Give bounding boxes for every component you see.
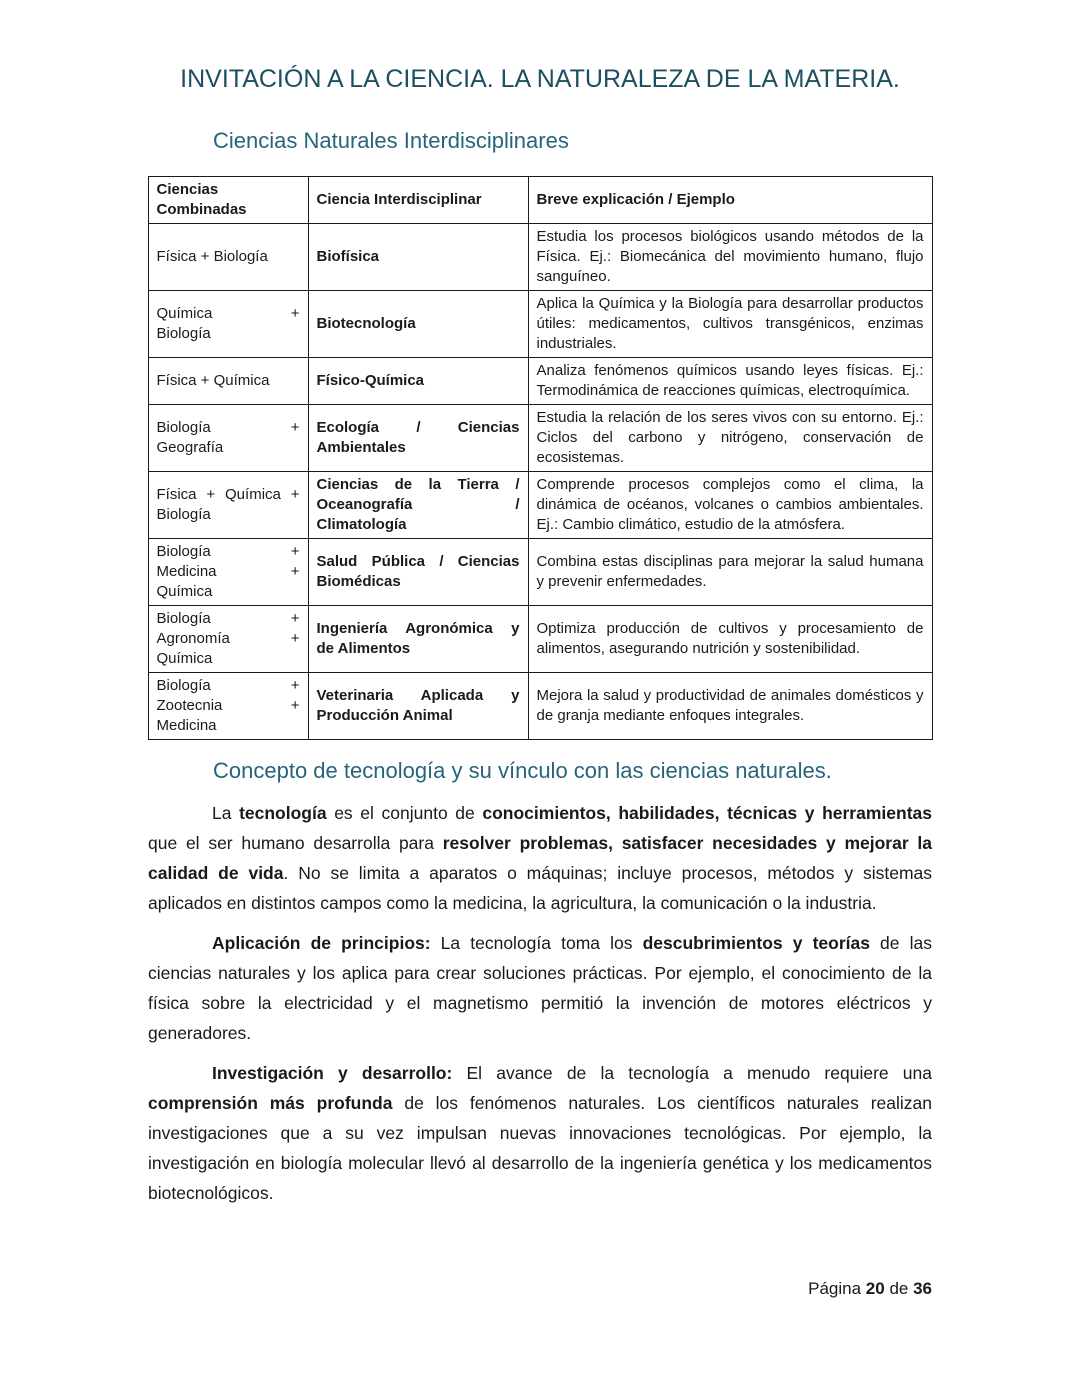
explanation-cell: Estudia los procesos biológicos usando métodos de la Física. Ej.: Biomecánica del movimiento humano, flujo sanguíneo.	[528, 224, 932, 291]
cell-line: Biología	[156, 506, 211, 523]
explanation-cell: Combina estas disciplinas para mejorar la salud humana y prevenir enfermedades.	[528, 539, 932, 606]
cell-line: Agronomía +	[156, 630, 300, 647]
cell-line: Físico-Química	[316, 372, 425, 389]
interdisciplinary-science-cell	[308, 405, 528, 472]
table-row	[148, 472, 932, 539]
explanation-cell: Comprende procesos complejos como el clima, la dinámica de océanos, volcanes o cambios ambientales. Ej.: Cambio climático, estudio de la atmósfera.	[528, 472, 932, 539]
combined-sciences-cell	[148, 539, 308, 606]
text-run: La tecnología toma los	[430, 933, 643, 953]
bold-text-run: conocimientos, habilidades, técnicas y herramientas	[482, 803, 932, 823]
cell-line: Ambientales	[316, 439, 406, 456]
cell-line: Ecología / Ciencias	[316, 419, 520, 436]
section-heading-technology-concept: Concepto de tecnología y su vínculo con las ciencias naturales.	[213, 758, 832, 783]
cell-line: Física + Biología	[156, 248, 268, 265]
bold-text-run: resolver problemas, satisfacer necesidades y mejorar la calidad de vida	[148, 833, 932, 883]
body-paragraph	[148, 1058, 932, 1208]
bold-text-run: descubrimientos y teorías	[642, 933, 870, 953]
cell-line: Física + Química	[156, 372, 270, 389]
cell-line: Zootecnia +	[156, 697, 300, 714]
table-row	[148, 224, 932, 291]
cell-line: Química	[156, 650, 213, 667]
cell-line: Biotecnología	[316, 315, 416, 332]
text-run: . No se limita a aparatos o máquinas; incluye procesos, métodos y sistemas aplicados en distintos campos como la medicina, la agricultura, la comunicación o la industria.	[148, 863, 933, 913]
cell-line: Biomédicas	[316, 573, 401, 590]
cell-line: Física + Química +	[156, 486, 300, 503]
header-cell-explanation: Breve explicación / Ejemplo	[528, 177, 932, 224]
cell-line: Salud Pública / Ciencias	[316, 553, 520, 570]
combined-sciences-cell	[148, 358, 308, 405]
footer-separator: de	[884, 1279, 914, 1298]
cell-line: Geografía	[156, 439, 224, 456]
page-number: 20	[865, 1279, 885, 1298]
combined-sciences-cell	[148, 291, 308, 358]
combined-sciences-cell	[148, 673, 308, 740]
text-run: es el conjunto de	[326, 803, 483, 823]
bold-text-run: Investigación y desarrollo:	[212, 1063, 453, 1083]
table-row	[148, 606, 932, 673]
total-pages: 36	[913, 1279, 932, 1298]
header-cell-interdisciplinary-science: Ciencia Interdisciplinar	[308, 177, 528, 224]
cell-line: Ciencias de la Tierra /	[316, 476, 520, 493]
section-heading-interdisciplinary-sciences: Ciencias Naturales Interdisciplinares	[213, 128, 569, 153]
text-run: de las ciencias naturales y los aplica para crear soluciones prácticas. Por ejemplo, el conocimiento de la física sobre la electricidad y el magnetismo permitió la invención de motores eléctricos y generadores.	[148, 933, 932, 1043]
cell-line: Biología +	[156, 610, 300, 627]
interdisciplinary-science-cell	[308, 358, 528, 405]
cell-line: Biología +	[156, 419, 300, 436]
table-row	[148, 673, 932, 740]
cell-line: Química	[156, 583, 213, 600]
text-run: de los fenómenos naturales. Los científicos naturales realizan investigaciones que a su vez impulsan nuevas innovaciones tecnológicas. Por ejemplo, la investigación en biología molecular llevó al desarrollo de la ingeniería genética y los medicamentos biotecnológicos.	[148, 1093, 932, 1203]
interdisciplinary-science-cell	[308, 291, 528, 358]
combined-sciences-cell	[148, 224, 308, 291]
table-header-row	[148, 177, 932, 224]
interdisciplinary-science-cell	[308, 472, 528, 539]
explanation-cell: Optimiza producción de cultivos y procesamiento de alimentos, asegurando nutrición y sostenibilidad.	[528, 606, 932, 673]
combined-sciences-cell	[148, 405, 308, 472]
explanation-cell: Estudia la relación de los seres vivos con su entorno. Ej.: Ciclos del carbono y nitrógeno, conservación de ecosistemas.	[528, 405, 932, 472]
interdisciplinary-science-cell	[308, 673, 528, 740]
footer-label: Página	[808, 1279, 866, 1298]
page-footer	[808, 1278, 932, 1300]
cell-line: Biología	[156, 325, 211, 342]
bold-text-run: comprensión más profunda	[148, 1093, 393, 1113]
cell-line: Química +	[156, 305, 300, 322]
cell-line: Oceanografía /	[316, 496, 520, 513]
combined-sciences-cell	[148, 472, 308, 539]
table-row	[148, 539, 932, 606]
table-row	[148, 358, 932, 405]
cell-line: Medicina	[156, 717, 217, 734]
cell-line: Medicina +	[156, 563, 300, 580]
cell-line: Producción Animal	[316, 707, 453, 724]
text-run: El avance de la tecnología a menudo requiere una	[452, 1063, 933, 1083]
text-run: que el ser humano desarrolla para	[148, 833, 443, 853]
bold-text-run: Aplicación de principios:	[212, 933, 431, 953]
cell-line: Ingeniería Agronómica y	[316, 620, 520, 637]
bold-text-run: tecnología	[239, 803, 327, 823]
body-paragraph	[148, 928, 932, 1048]
cell-line: Biología +	[156, 677, 300, 694]
table-row	[148, 291, 932, 358]
explanation-cell: Aplica la Química y la Biología para desarrollar productos útiles: medicamentos, cultivos transgénicos, enzimas industriales.	[528, 291, 932, 358]
text-run: La	[212, 803, 240, 823]
cell-line: Biología +	[156, 543, 300, 560]
cell-line: de Alimentos	[316, 640, 411, 657]
body-paragraph	[148, 798, 932, 918]
interdisciplinary-science-cell	[308, 224, 528, 291]
sciences-table	[148, 176, 933, 740]
combined-sciences-cell	[148, 606, 308, 673]
interdisciplinary-science-cell	[308, 606, 528, 673]
interdisciplinary-science-cell	[308, 539, 528, 606]
table-row	[148, 405, 932, 472]
explanation-cell: Mejora la salud y productividad de animales domésticos y de granja mediante enfoques integrales.	[528, 673, 932, 740]
body-paragraphs	[148, 798, 932, 1208]
explanation-cell: Analiza fenómenos químicos usando leyes físicas. Ej.: Termodinámica de reacciones químicas, electroquímica.	[528, 358, 932, 405]
document-title: INVITACIÓN A LA CIENCIA. LA NATURALEZA DE LA MATERIA.	[180, 65, 900, 93]
sciences-table-body	[148, 224, 932, 740]
header-cell-combined-sciences: Ciencias Combinadas	[148, 177, 308, 224]
cell-line: Biofísica	[316, 248, 380, 265]
cell-line: Climatología	[316, 516, 407, 533]
cell-line: Veterinaria Aplicada y	[316, 687, 520, 704]
